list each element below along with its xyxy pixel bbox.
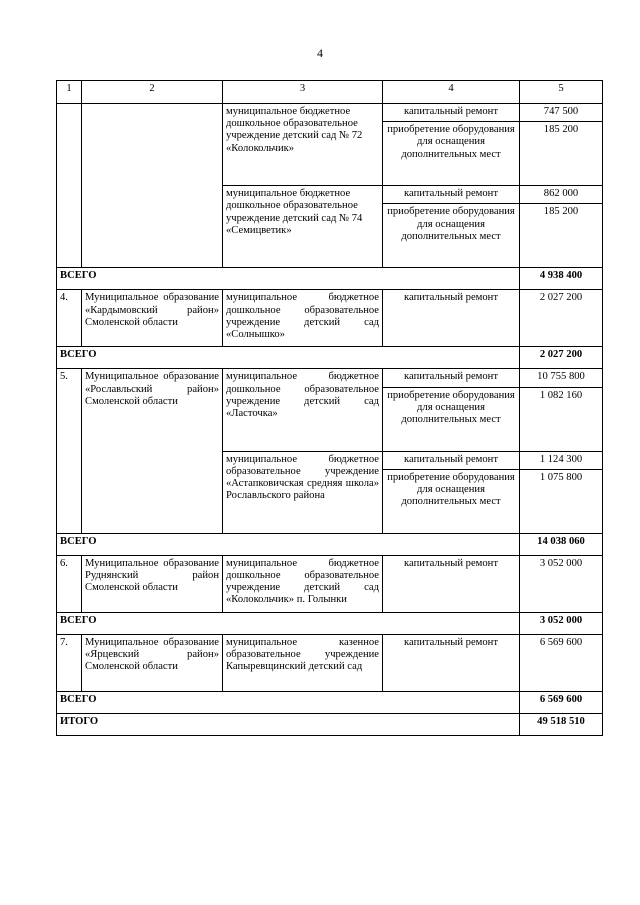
amount-cell: 1 124 300 <box>520 451 603 469</box>
subtotal-row <box>57 691 603 713</box>
institution-cell: муниципальное бюджетное дошкольное образовательное учреждение детский сад № 74 «Семицветик» <box>223 186 383 268</box>
subtotal-label: ВСЕГО <box>57 347 520 369</box>
header-col-4: 4 <box>383 81 520 104</box>
grand-total-amount: 49 518 510 <box>520 713 603 735</box>
municipality-cell <box>82 104 223 268</box>
amount-cell: 6 569 600 <box>520 634 603 691</box>
subtotal-label: ВСЕГО <box>57 533 520 555</box>
amount-cell: 185 200 <box>520 122 603 186</box>
institution-cell: муниципальное бюджетное дошкольное образовательное учреждение детский сад «Колокольчик» п. Голынки <box>223 555 383 612</box>
header-col-1: 1 <box>57 81 82 104</box>
work-cell: капитальный ремонт <box>383 451 520 469</box>
work-cell: капитальный ремонт <box>383 555 520 612</box>
funding-table <box>56 80 603 736</box>
table-row <box>57 634 603 691</box>
num-cell: 5. <box>57 369 82 533</box>
header-col-2: 2 <box>82 81 223 104</box>
num-cell: 4. <box>57 290 82 347</box>
table-row <box>57 104 603 122</box>
subtotal-amount: 14 038 060 <box>520 533 603 555</box>
table-row <box>57 290 603 347</box>
work-cell: капитальный ремонт <box>383 369 520 387</box>
amount-cell: 1 075 800 <box>520 469 603 533</box>
institution-cell: муниципальное бюджетное образовательное учреждение «Астапковичская средняя школа» Рославльского района <box>223 451 383 533</box>
subtotal-amount: 3 052 000 <box>520 612 603 634</box>
amount-cell: 3 052 000 <box>520 555 603 612</box>
subtotal-label: ВСЕГО <box>57 612 520 634</box>
grand-total-row <box>57 713 603 735</box>
num-cell: 7. <box>57 634 82 691</box>
municipality-cell: Муниципальное образование Руднянский район Смоленской области <box>82 555 223 612</box>
subtotal-amount: 6 569 600 <box>520 691 603 713</box>
subtotal-amount: 2 027 200 <box>520 347 603 369</box>
amount-cell: 185 200 <box>520 204 603 268</box>
grand-total-label: ИТОГО <box>57 713 520 735</box>
num-cell <box>57 104 82 268</box>
work-cell: приобретение оборудования для оснащения дополнительных мест <box>383 387 520 451</box>
work-cell: капитальный ремонт <box>383 634 520 691</box>
institution-cell: муниципальное бюджетное дошкольное образовательное учреждение детский сад № 72 «Колокольчик» <box>223 104 383 186</box>
municipality-cell: Муниципальное образование «Ярцевский район» Смоленской области <box>82 634 223 691</box>
subtotal-label: ВСЕГО <box>57 268 520 290</box>
subtotal-amount: 4 938 400 <box>520 268 603 290</box>
header-row <box>57 81 603 104</box>
amount-cell: 747 500 <box>520 104 603 122</box>
subtotal-label: ВСЕГО <box>57 691 520 713</box>
work-cell: приобретение оборудования для оснащения дополнительных мест <box>383 469 520 533</box>
work-cell: приобретение оборудования для оснащения дополнительных мест <box>383 122 520 186</box>
amount-cell: 10 755 800 <box>520 369 603 387</box>
institution-cell: муниципальное бюджетное дошкольное образовательное учреждение детский сад «Солнышко» <box>223 290 383 347</box>
header-col-3: 3 <box>223 81 383 104</box>
work-cell: капитальный ремонт <box>383 186 520 204</box>
institution-cell: муниципальное казенное образовательное учреждение Капыревщинский детский сад <box>223 634 383 691</box>
work-cell: капитальный ремонт <box>383 104 520 122</box>
table-row <box>57 555 603 612</box>
amount-cell: 862 000 <box>520 186 603 204</box>
institution-cell: муниципальное бюджетное дошкольное образовательное учреждение детский сад «Ласточка» <box>223 369 383 451</box>
num-cell: 6. <box>57 555 82 612</box>
table-row <box>57 369 603 387</box>
amount-cell: 1 082 160 <box>520 387 603 451</box>
page-number: 4 <box>317 46 323 60</box>
work-cell: капитальный ремонт <box>383 290 520 347</box>
subtotal-row <box>57 347 603 369</box>
subtotal-row <box>57 612 603 634</box>
municipality-cell: Муниципальное образование «Кардымовский район» Смоленской области <box>82 290 223 347</box>
work-cell: приобретение оборудования для оснащения дополнительных мест <box>383 204 520 268</box>
subtotal-row <box>57 533 603 555</box>
amount-cell: 2 027 200 <box>520 290 603 347</box>
municipality-cell: Муниципальное образование «Рославльский район» Смоленской области <box>82 369 223 533</box>
subtotal-row <box>57 268 603 290</box>
header-col-5: 5 <box>520 81 603 104</box>
